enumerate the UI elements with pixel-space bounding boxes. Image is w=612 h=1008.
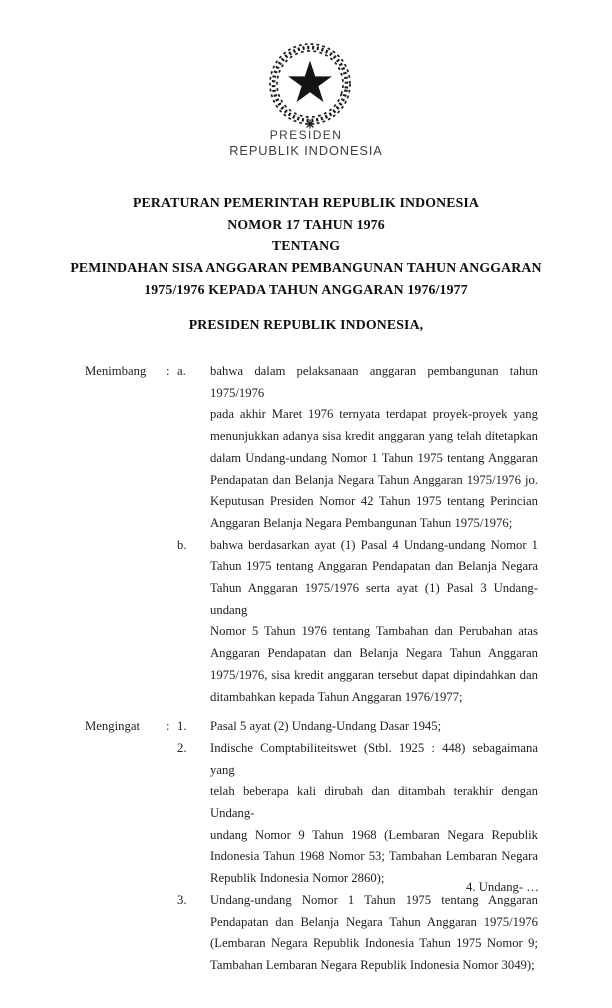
text-line: Tambahan Lembaran Negara Republik Indonesia Nomor 3049); <box>210 957 535 972</box>
letterhead <box>0 128 612 158</box>
item-marker: 3. <box>177 892 187 907</box>
text-line: Indonesia Tahun 1968 Nomor 53; Tambahan Lembaran Negara <box>210 849 538 864</box>
section-colon <box>166 738 177 890</box>
text-line: Undang-undang Nomor 1 Tahun 1975 tentang Anggaran <box>210 892 538 907</box>
section-colon: : <box>166 364 170 378</box>
text-line: Pasal 5 ayat (2) Undang-Undang Dasar 1945; <box>210 719 442 734</box>
item-marker: 2. <box>177 740 187 755</box>
consideration-item <box>85 535 538 709</box>
star-wreath-icon <box>263 42 357 130</box>
text-line: Pendapatan dan Belanja Negara Tahun Anggaran 1975/1976 <box>210 914 538 929</box>
text-line: pada akhir Maret 1976 ternyata terdapat proyek-proyek yang <box>210 407 538 422</box>
consideration-item <box>85 890 538 977</box>
text-line: telah beberapa kali dirubah dan ditambah terakhir dengan Undang- <box>210 784 538 821</box>
star-icon <box>288 61 332 103</box>
text-line: bahwa berdasarkan ayat (1) Pasal 4 Undang-undang Nomor 1 <box>210 537 538 552</box>
section-colon <box>166 890 177 977</box>
text-line: dalam Undang-undang Nomor 1 Tahun 1975 tentang Anggaran <box>210 450 538 465</box>
letterhead-presiden: PRESIDEN <box>269 128 343 142</box>
title-line: 1975/1976 KEPADA TAHUN ANGGARAN 1976/1977 <box>144 281 468 297</box>
text-line: ditambahkan kepada Tahun Anggaran 1976/1977; <box>210 689 463 704</box>
text-line: Keputusan Presiden Nomor 42 Tahun 1975 tentang Perincian <box>210 494 538 509</box>
section-colon: : <box>166 719 170 734</box>
consideration-item <box>85 361 538 535</box>
letterhead-republik-indonesia: REPUBLIK INDONESIA <box>229 143 383 158</box>
presidential-emblem <box>263 42 357 130</box>
text-line: Anggaran Pendapatan dan Belanja Negara Tahun Anggaran <box>210 646 538 661</box>
text-line: menunjukkan adanya sisa kredit anggaran yang telah ditetapkan <box>210 429 538 444</box>
text-line: Nomor 5 Tahun 1976 tentang Tambahan dan Perubahan atas <box>210 624 538 639</box>
item-marker: a. <box>177 364 186 378</box>
item-text <box>210 890 538 977</box>
section-label: Mengingat <box>85 719 140 734</box>
item-text <box>210 361 538 535</box>
item-text <box>210 738 538 890</box>
title-line: NOMOR 17 TAHUN 1976 <box>227 216 385 232</box>
text-line: undang Nomor 9 Tahun 1968 (Lembaran Negara Republik <box>210 827 538 842</box>
catchword: 4. Undang- … <box>466 880 539 894</box>
item-marker: b. <box>177 537 187 552</box>
title-line: TENTANG <box>271 238 341 254</box>
text-line: (Lembaran Negara Republik Indonesia Tahun 1975 Nomor 9; <box>210 936 538 951</box>
text-line: Tahun 1975 tentang Anggaran Pendapatan dan Belanja Negara <box>210 559 538 574</box>
title-block <box>0 192 612 301</box>
item-text <box>210 716 538 738</box>
opening-line: PRESIDEN REPUBLIK INDONESIA, <box>188 317 424 332</box>
title-line: PERATURAN PEMERINTAH REPUBLIK INDONESIA <box>132 195 480 210</box>
section-label <box>85 535 166 709</box>
text-line: Pendapatan dan Belanja Negara Tahun Anggaran 1975/1976 jo. <box>210 472 538 487</box>
section-colon <box>166 535 177 709</box>
section-menimbang <box>85 361 538 708</box>
title-line: PEMINDAHAN SISA ANGGARAN PEMBANGUNAN TAHUN ANGGARAN <box>70 260 542 276</box>
consideration-item <box>85 738 538 890</box>
text-line: 1975/1976, sisa kredit anggaran tersebut dapat dipindahkan dan <box>210 667 538 682</box>
section-label <box>85 890 166 977</box>
text-line: Republik Indonesia Nomor 2860); <box>210 871 385 886</box>
item-text <box>210 535 538 709</box>
text-line: Indische Comptabiliteitswet (Stbl. 1925 : 448) sebagaimana yang <box>210 740 538 777</box>
wreath-knot-icon <box>306 120 314 128</box>
text-line: Tahun Anggaran 1975/1976 serta ayat (1) Pasal 3 Undang-undang <box>210 581 538 617</box>
section-mengingat <box>85 716 538 976</box>
item-marker: 1. <box>177 719 187 734</box>
consideration-item <box>85 716 538 738</box>
section-label <box>85 738 166 890</box>
text-line: Anggaran Belanja Negara Pembangunan Tahun 1975/1976; <box>210 515 513 530</box>
text-line: bahwa dalam pelaksanaan anggaran pembangunan tahun 1975/1976 <box>210 364 538 400</box>
section-label: Menimbang <box>85 364 147 378</box>
